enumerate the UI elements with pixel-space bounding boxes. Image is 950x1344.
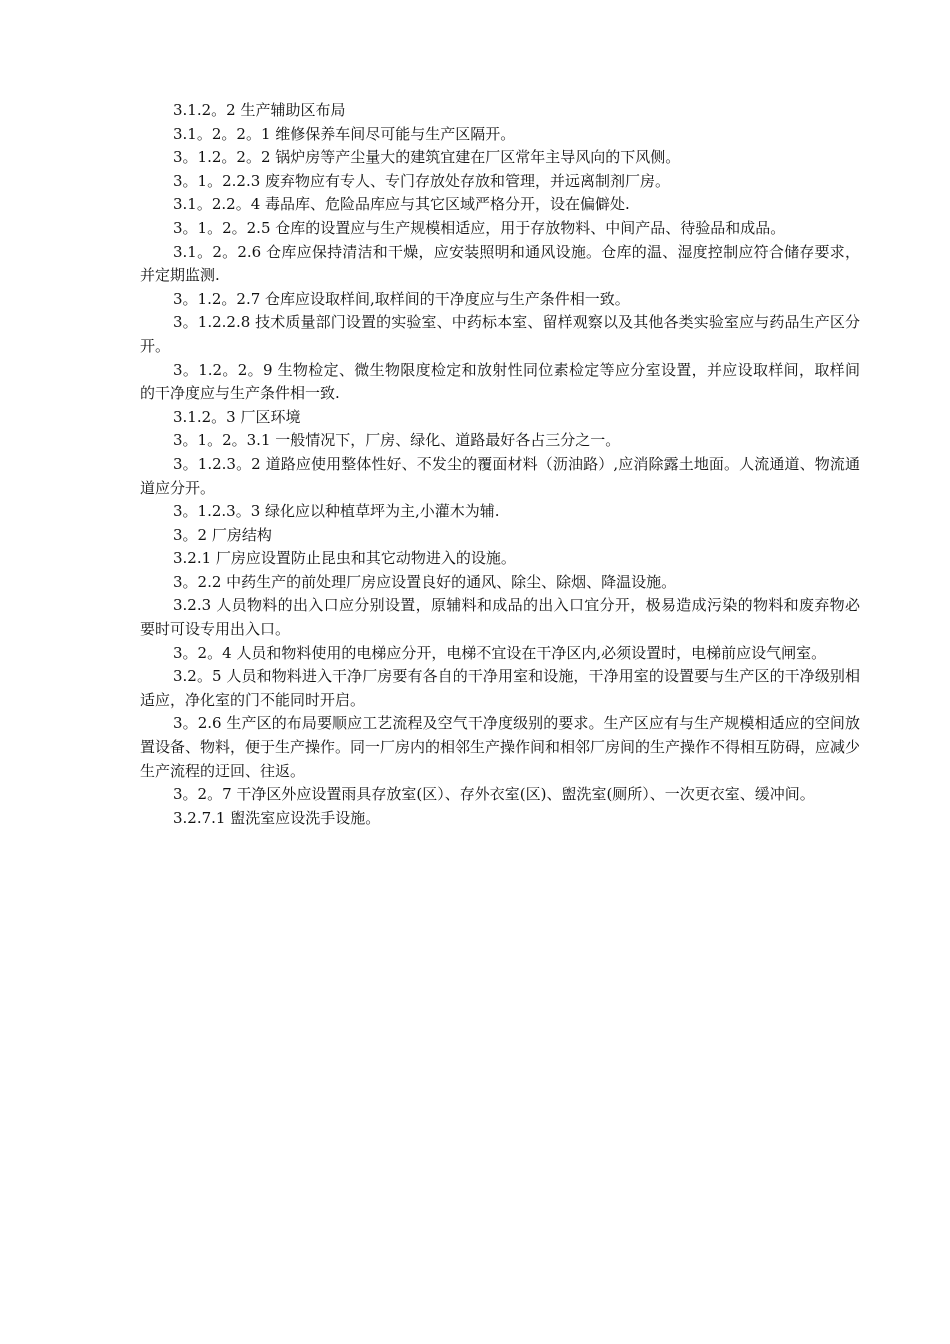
paragraph: 3.1。2.2。4 毒品库、危险品库应与其它区域严格分开，设在偏僻处. xyxy=(173,195,630,214)
paragraph: 3.2。5 人员和物料进入干净厂房要有各自的干净用室和设施，干净用室的设置要与生产区的干净级别相适应，净化室的门不能同时开启。 xyxy=(140,667,860,709)
paragraph: 3。2.2 中药生产的前处理厂房应设置良好的通风、除尘、除烟、降温设施。 xyxy=(173,572,677,591)
paragraph: 3。1.2.3。2 道路应使用整体性好、不发尘的覆面材料（沥油路）,应消除露土地面。人流通道、物流通道应分开。 xyxy=(140,454,860,497)
paragraph: 3。1.2。2。9 生物检定、微生物限度检定和放射性同位素检定等应分室设置，并应设取样间，取样间的干净度应与生产条件相一致. xyxy=(140,360,860,403)
paragraph: 3.2.3 人员物料的出入口应分别设置，原辅料和成品的出入口宜分开，极易造成污染的物料和废弃物必要时可设专用出入口。 xyxy=(140,596,860,639)
paragraph: 3.1。2。2.6 仓库应保持清洁和干燥，应安装照明和通风设施。仓库的温、湿度控制应符合储存要求，并定期监测. xyxy=(140,242,860,285)
paragraph: 3。1。2。2.5 仓库的设置应与生产规模相适应，用于存放物料、中间产品、待验品和成品。 xyxy=(173,218,786,237)
paragraph: 3。1.2.2.8 技术质量部门设置的实验室、中药标本室、留样观察以及其他各类实验室应与药品生产区分开。 xyxy=(140,313,860,355)
paragraph: 3。2。7 干净区外应设置雨具存放室(区）、存外衣室(区)、盥洗室(厕所）、一次更衣室、缓冲间。 xyxy=(173,785,815,804)
document-body xyxy=(140,99,860,830)
paragraph: 3。1。2.2.3 废弃物应有专人、专门存放处存放和管理，并远离制剂厂房。 xyxy=(173,171,671,190)
paragraph: 3。2.6 生产区的布局要顺应工艺流程及空气干净度级别的要求。生产区应有与生产规模相适应的空间放置设备、物料，便于生产操作。同一厂房内的相邻生产操作间和相邻厂房间的生产操作不得相互防碍，应减少生产流程的迂回、往返。 xyxy=(140,714,861,780)
paragraph: 3。1.2。2。2 锅炉房等产尘量大的建筑宜建在厂区常年主导风向的下风侧。 xyxy=(173,148,681,167)
paragraph: 3.1。2。2。1 维修保养车间尽可能与生产区隔开。 xyxy=(173,124,516,143)
paragraph: 3.2.7.1 盥洗室应设洗手设施。 xyxy=(173,808,381,827)
paragraph: 3。1。2。3.1 一般情况下，厂房、绿化、道路最好各占三分之一。 xyxy=(173,431,621,450)
paragraph: 3.1.2。3 厂区环境 xyxy=(173,407,301,426)
paragraph: 3。2 厂房结构 xyxy=(173,525,272,544)
paragraph: 3。1.2.3。3 绿化应以种植草坪为主,小灌木为辅. xyxy=(173,502,500,521)
paragraph: 3.1.2。2 生产辅助区布局 xyxy=(173,101,346,119)
paragraph: 3.2.1 厂房应设置防止昆虫和其它动物进入的设施。 xyxy=(173,549,516,568)
paragraph: 3。1.2。2.7 仓库应设取样间,取样间的干净度应与生产条件相一致。 xyxy=(173,289,630,308)
paragraph: 3。2。4 人员和物料使用的电梯应分开，电梯不宜设在干净区内,必须设置时，电梯前应设气闸室。 xyxy=(173,643,827,662)
